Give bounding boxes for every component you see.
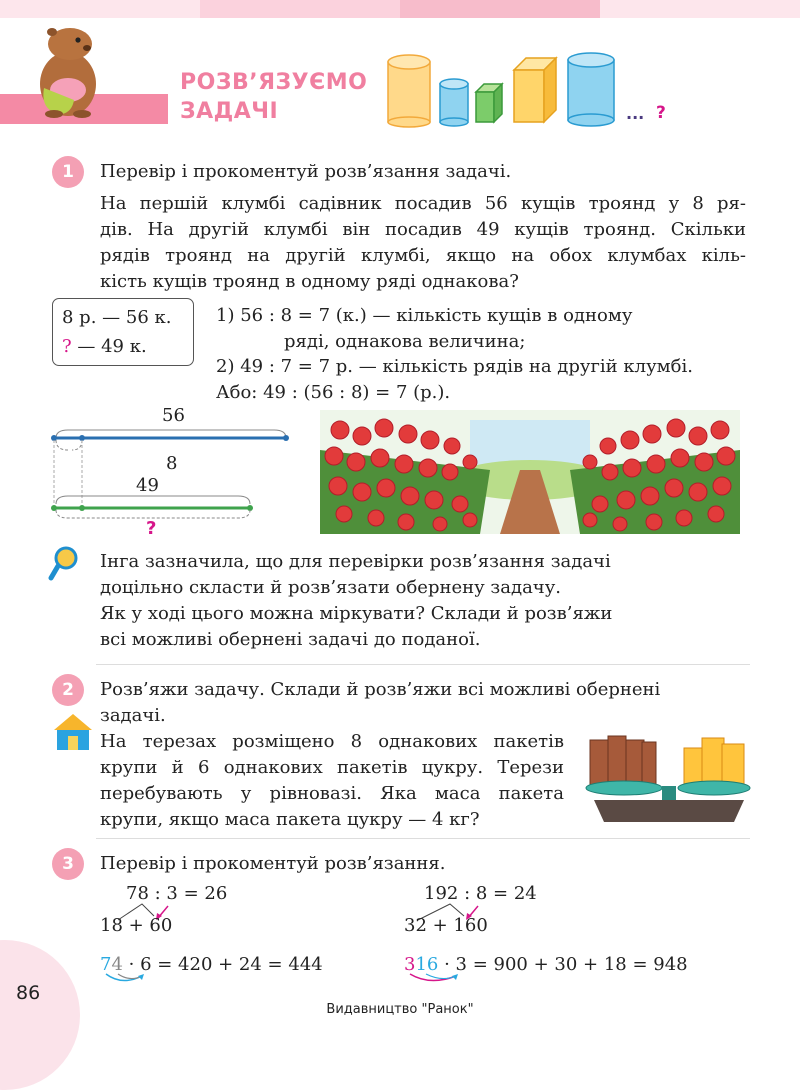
divider-2	[96, 838, 750, 839]
rose-flowerbeds-illustration	[320, 410, 740, 534]
solution-line-2: ряді, однакова величина;	[284, 331, 526, 352]
left-mult-arrows	[100, 972, 150, 986]
short-note-row-1: 8 р. — 56 к.	[62, 307, 172, 328]
task-3-instruction: Перевір і прокоментуй розв’язання.	[100, 853, 446, 874]
right-split: 32 + 160	[404, 915, 488, 936]
left-division: 78 : 3 = 26	[126, 883, 228, 904]
page-number: 86	[16, 982, 41, 1004]
task-2-text-line: крупи, якщо маса пакета цукру — 4 кг?	[100, 809, 480, 830]
right-mult-rest-digits: 16	[415, 954, 439, 975]
right-division: 192 : 8 = 24	[424, 883, 537, 904]
task-2-instruction-line: задачі.	[100, 705, 166, 726]
task-2-instruction	[100, 677, 660, 729]
magnifier-icon	[48, 546, 78, 582]
section-title-line1: РОЗВ’ЯЗУЄМО	[180, 70, 368, 95]
task-1-text-line: кість кущів троянд в одному ряді однакова?	[100, 271, 519, 292]
publisher-footer: Видавництво "Ранок"	[326, 1002, 474, 1017]
divider-1	[96, 664, 750, 665]
task-3-number: 3	[52, 848, 84, 880]
task-2-instruction-line: Розв’яжи задачу. Склади й розв’яжи всі можливі обернені	[100, 679, 661, 700]
task-1-text	[100, 191, 746, 295]
top-bar-1	[0, 0, 200, 18]
top-bar-3	[400, 0, 600, 18]
inga-note	[100, 549, 612, 653]
left-split: 18 + 60	[100, 915, 173, 936]
house-icon	[52, 712, 94, 752]
balance-scale-illustration	[584, 730, 754, 826]
diagram-label-8: 8	[166, 453, 178, 474]
task-2-number: 2	[52, 674, 84, 706]
geometric-solids-illustration	[384, 52, 620, 128]
capybara-mascot-illustration	[32, 22, 104, 120]
inga-note-line: Інга зазначила, що для перевірки розв’язання задачі	[100, 551, 611, 572]
task-2-text	[100, 729, 564, 833]
solution-line-4: Або: 49 : (56 : 8) = 7 (р.).	[216, 382, 451, 403]
diagram-label-49: 49	[136, 475, 159, 496]
section-title	[180, 68, 367, 126]
right-mult-rest: · 3 = 900 + 30 + 18 = 948	[438, 954, 688, 975]
inga-note-line: всі можливі обернені задачі до поданої.	[100, 629, 481, 650]
inga-note-line: Як у ході цього можна міркувати? Склади й розв’яжи	[100, 603, 613, 624]
right-mult-arrows	[404, 972, 464, 986]
top-bar-4	[600, 0, 800, 18]
task-1-number: 1	[52, 156, 84, 188]
task-1-instruction: Перевір і прокоментуй розв’язання задачі.	[100, 161, 512, 182]
left-mult-rest: · 6 = 420 + 24 = 444	[122, 954, 323, 975]
top-bar-2	[200, 0, 400, 18]
solution-line-3: 2) 49 : 7 = 7 р. — кількість рядів на другій клумбі.	[216, 356, 693, 377]
diagram-label-56: 56	[162, 405, 185, 426]
task-1-text-line: рядів троянд на другій клумбі, якщо на обох клумбах кіль-	[100, 245, 746, 266]
left-mult-units: 4	[111, 954, 123, 975]
left-mult-tens: 7	[100, 954, 112, 975]
task-1-text-line: дів. На другій клумбі він посадив 49 кущів троянд. Скільки	[100, 219, 746, 240]
right-mult-hundreds: 3	[404, 954, 416, 975]
task-2-text-line: На терезах розміщено 8 однакових пакетів	[100, 731, 564, 752]
short-note-box	[52, 298, 194, 366]
diagram-question-mark: ?	[146, 518, 157, 539]
task-2-text-line: перебувають у рівновазі. Яка маса пакета	[100, 783, 564, 804]
ellipsis: ...	[626, 104, 645, 123]
task-1-text-line: На першій клумбі садівник посадив 56 кущів троянд у 8 ря-	[100, 193, 746, 214]
solution-line-1: 1) 56 : 8 = 7 (к.) — кількість кущів в одному	[216, 305, 633, 326]
short-note-row-2	[62, 336, 147, 357]
task-2-text-line: крупи й 6 однакових пакетів цукру. Терези	[100, 757, 564, 778]
short-note-row-2-rest: — 49 к.	[71, 336, 147, 357]
section-title-line2: ЗАДАЧІ	[180, 99, 279, 124]
short-note-question: ?	[62, 336, 72, 357]
inga-note-line: доцільно скласти й розв’язати обернену задачу.	[100, 577, 562, 598]
header-question-mark: ?	[656, 103, 666, 123]
